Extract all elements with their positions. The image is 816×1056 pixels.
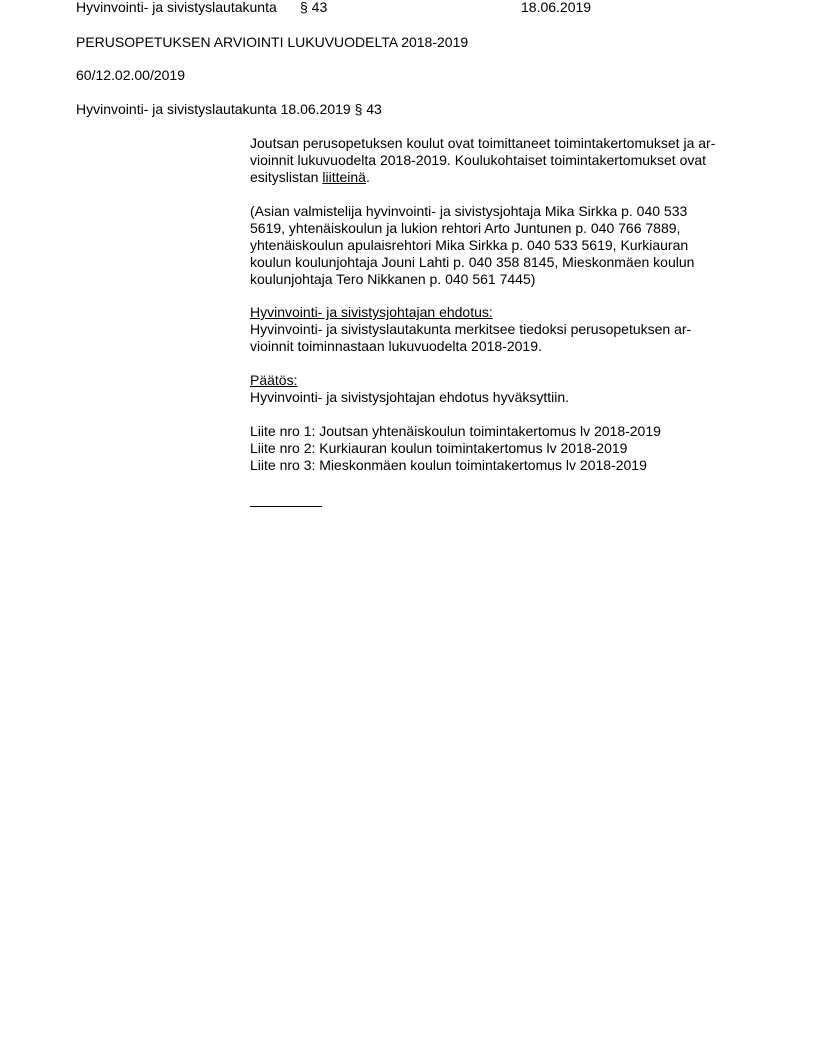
intro-prefix: esityslistan [250,169,323,185]
intro-line-last [250,169,745,186]
intro-line: Joutsan perusopetuksen koulut ovat toimittaneet toimintakertomukset ja ar- [250,135,716,151]
attachments-link[interactable]: liitteinä [322,169,366,185]
intro-suffix: . [365,169,370,185]
attachments-list [250,423,745,474]
decision-heading: Päätös: [250,372,298,388]
meeting-reference: Hyvinvointi- ja sivistyslautakunta 18.06.2019 § 43 [76,101,382,117]
end-divider [250,506,322,507]
decision-text: Hyvinvointi- ja sivistysjohtajan ehdotus hyväksyttiin. [250,389,570,405]
preparers-paragraph [250,203,745,288]
attachment-item: Liite nro 1: Joutsan yhtenäiskoulun toimintakertomus lv 2018-2019 [250,423,661,439]
record-number: 60/12.02.00/2019 [76,67,185,83]
preparers-line: koulunjohtaja Tero Nikkanen p. 040 561 7445) [250,271,536,287]
attachment-item: Liite nro 2: Kurkiauran koulun toimintakertomus lv 2018-2019 [250,440,628,456]
proposal-line: vioinnit toiminnastaan lukuvuodelta 2018-2019. [250,338,542,354]
preparers-line: koulun koulunjohtaja Jouni Lahti p. 040 358 8145, Mieskonmäen koulun [250,254,695,270]
proposal-line: Hyvinvointi- ja sivistyslautakunta merkitsee tiedoksi perusopetuksen ar- [250,321,692,337]
intro-line: vioinnit lukuvuodelta 2018-2019. Koulukohtaiset toimintakertomukset ovat [250,152,707,168]
header-committee: Hyvinvointi- ja sivistyslautakunta [76,0,277,15]
intro-paragraph [250,135,745,186]
attachment-item: Liite nro 3: Mieskonmäen koulun toimintakertomus lv 2018-2019 [250,457,647,473]
document-title: PERUSOPETUKSEN ARVIOINTI LUKUVUODELTA 2018-2019 [76,34,469,50]
decision-section [250,372,745,406]
proposal-heading: Hyvinvointi- ja sivistysjohtajan ehdotus: [250,304,493,320]
proposal-section [250,304,745,355]
preparers-line: (Asian valmistelija hyvinvointi- ja sivistysjohtaja Mika Sirkka p. 040 533 [250,203,688,219]
preparers-line: 5619, yhtenäiskoulun ja lukion rehtori Arto Juntunen p. 040 766 7889, [250,220,681,236]
header-section: § 43 [300,0,328,15]
preparers-line: yhtenäiskoulun apulaisrehtori Mika Sirkka p. 040 533 5619, Kurkiauran [250,237,689,253]
header-date: 18.06.2019 [521,0,592,15]
